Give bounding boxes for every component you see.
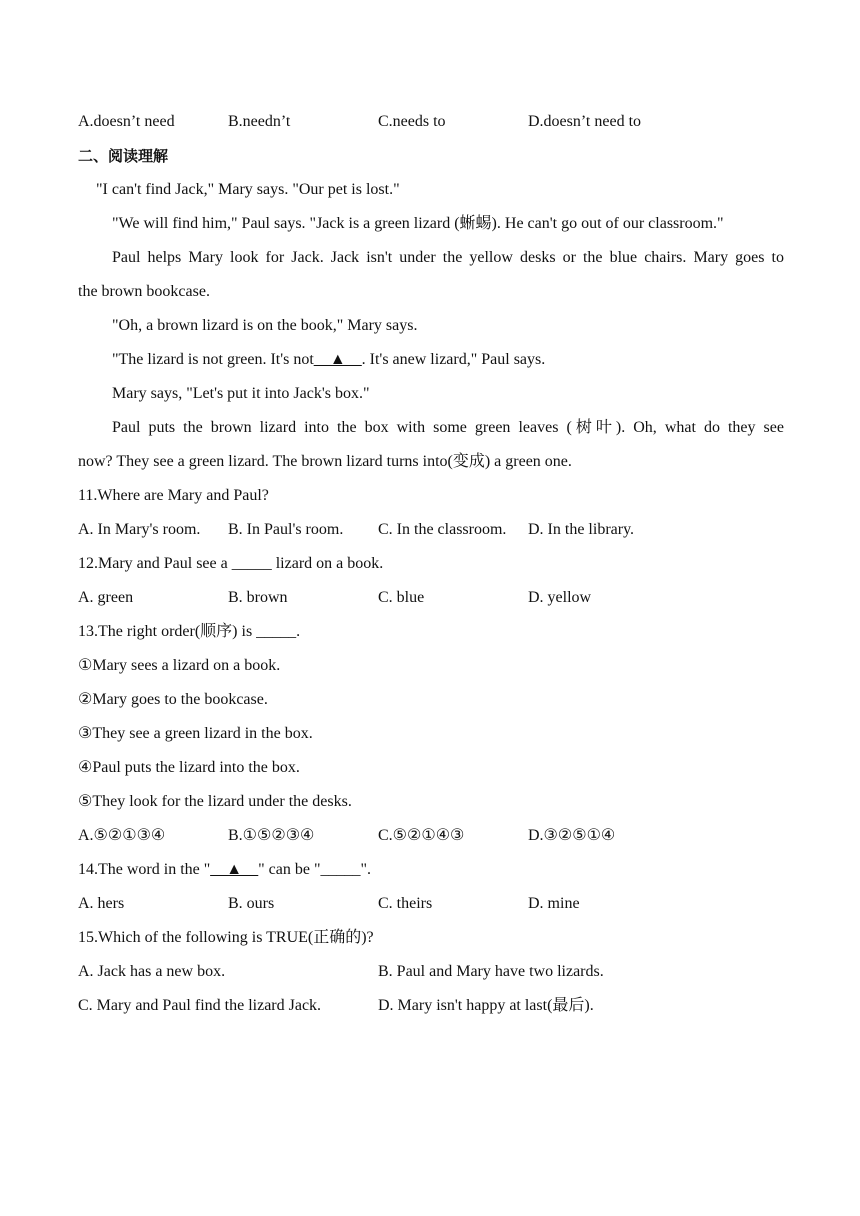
option-b: B. brown <box>228 589 288 606</box>
q13-item-3: ③They see a green lizard in the box. <box>78 725 313 742</box>
q14-stem <box>78 856 784 890</box>
passage-p5-before: "The lizard is not green. It's not <box>112 351 314 368</box>
q14-blank: __▲__ <box>210 861 259 878</box>
q10-options <box>78 108 784 142</box>
option-c: C. Mary and Paul find the lizard Jack. <box>78 997 322 1014</box>
option-d: D.③②⑤①④ <box>528 827 616 844</box>
option-d: D.doesn’t need to <box>528 113 642 130</box>
worksheet-page <box>78 108 784 1026</box>
q13-options <box>78 822 784 856</box>
passage-paragraph-7a: Paul puts the brown lizard into the box with some green leaves (树叶). Oh, what do they see <box>112 419 784 436</box>
option-c: C. blue <box>378 589 425 606</box>
option-a: A.⑤②①③④ <box>78 827 166 844</box>
q11-stem: 11.Where are Mary and Paul? <box>78 487 269 504</box>
q12-stem: 12.Mary and Paul see a _____ lizard on a book. <box>78 555 384 572</box>
q11-options <box>78 516 784 550</box>
option-c: C.⑤②①④③ <box>378 827 465 844</box>
passage-paragraph-3b: the brown bookcase. <box>78 283 210 300</box>
q14-stem-before: 14.The word in the " <box>78 861 211 878</box>
passage-paragraph-5 <box>78 346 784 380</box>
option-b: B.①⑤②③④ <box>228 827 315 844</box>
q15-options-row-2 <box>78 992 784 1026</box>
passage-paragraph-6: Mary says, "Let's put it into Jack's box." <box>112 385 370 402</box>
option-d: D. In the library. <box>528 521 635 538</box>
option-b: B.needn’t <box>228 113 291 130</box>
q12-options <box>78 584 784 618</box>
q15-stem: 15.Which of the following is TRUE(正确的)? <box>78 929 374 946</box>
option-a: A. In Mary's room. <box>78 521 201 538</box>
q13-item-2: ②Mary goes to the bookcase. <box>78 691 268 708</box>
q13-item-5: ⑤They look for the lizard under the desks. <box>78 793 352 810</box>
passage-paragraph-2: "We will find him," Paul says. "Jack is a green lizard (蜥蜴). He can't go out of our classroom." <box>112 215 724 232</box>
passage-blank: __▲__ <box>313 351 362 368</box>
option-a: A. green <box>78 589 134 606</box>
option-a: A.doesn’t need <box>78 113 175 130</box>
option-b: B. ours <box>228 895 275 912</box>
passage-paragraph-1: "I can't find Jack," Mary says. "Our pet is lost." <box>96 181 400 198</box>
q15-options-row-1 <box>78 958 784 992</box>
option-d: D. Mary isn't happy at last(最后). <box>378 997 594 1014</box>
section-title: 二、阅读理解 <box>78 147 169 165</box>
option-a: A. Jack has a new box. <box>78 963 226 980</box>
option-b: B. Paul and Mary have two lizards. <box>378 963 604 980</box>
option-d: D. mine <box>528 895 580 912</box>
option-c: C. In the classroom. <box>378 521 507 538</box>
q14-stem-after: " can be "_____". <box>258 861 372 878</box>
q13-item-4: ④Paul puts the lizard into the box. <box>78 759 300 776</box>
passage-p5-after: . It's anew lizard," Paul says. <box>361 351 546 368</box>
option-a: A. hers <box>78 895 125 912</box>
q13-item-1: ①Mary sees a lizard on a book. <box>78 657 281 674</box>
q14-options <box>78 890 784 924</box>
q13-stem: 13.The right order(顺序) is _____. <box>78 623 301 640</box>
option-c: C.needs to <box>378 113 446 130</box>
option-b: B. In Paul's room. <box>228 521 344 538</box>
passage-paragraph-3a: Paul helps Mary look for Jack. Jack isn't under the yellow desks or the blue chairs. Mary goes to <box>112 249 784 266</box>
passage-paragraph-4: "Oh, a brown lizard is on the book," Mary says. <box>112 317 418 334</box>
passage-paragraph-7b: now? They see a green lizard. The brown lizard turns into(变成) a green one. <box>78 453 572 470</box>
option-d: D. yellow <box>528 589 592 606</box>
option-c: C. theirs <box>378 895 433 912</box>
